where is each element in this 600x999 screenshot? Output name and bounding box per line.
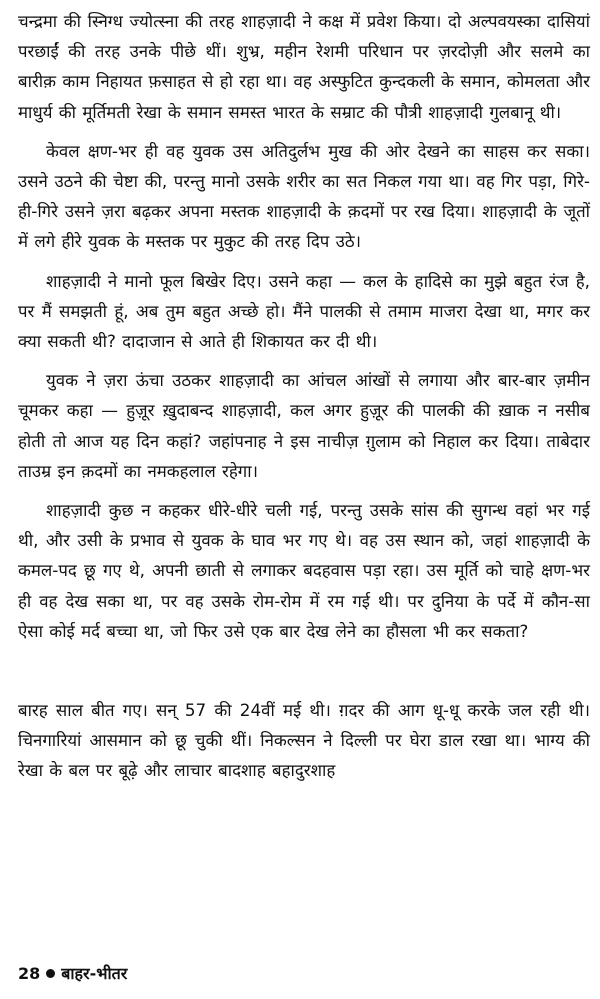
bullet-icon [46,969,55,978]
book-title: बाहर-भीतर [61,964,128,983]
paragraph-4: युवक ने ज़रा ऊंचा उठकर शाहज़ादी का आंचल आंखों से लगाया और बार-बार ज़मीन चूमकर कहा — हुज़ूर ख़ुदाबन्द शाहज़ादी, कल अगर हुज़ूर की पालकी की ख़ाक न नसीब होती तो आज यह दिन कहां? जहांपनाह ने इस नाचीज़ ग़ुलाम को निहाल कर दिया। ताबेदार ताउम्र इन क़दमों का नमकहलाल रहेगा। [18,370,590,481]
page-footer [18,962,127,984]
paragraph-6: बारह साल बीत गए। सन् 57 की 24वीं मई थी। ग़दर की आग धू-धू करके जल रही थी। चिनगारियां आसमान को छू चुकी थीं। निकल्सन ने दिल्ली पर घेरा डाल रखा था। भाग्य की रेखा के बल पर बूढ़े और लाचार बादशाह बहादुरशाह [18,700,590,781]
section-break [18,655,590,695]
page-body [18,6,590,795]
page-number: 28 [18,963,41,983]
paragraph-2: केवल क्षण-भर ही वह युवक उस अतिदुर्लभ मुख की ओर देखने का साहस कर सका। उसने उठने की चेष्टा की, परन्तु मानो उसके शरीर का सत निकल गया था। वह गिर पड़ा, गिरे-ही-गिरे उसने ज़रा बढ़कर अपना मस्तक शाहज़ादी के क़दमों पर रख दिया। शाहज़ादी के जूतों में लगे हीरे युवक के मस्तक पर मुकुट की तरह दिप उठे। [18,140,590,252]
paragraph-1: चन्द्रमा की स्निग्ध ज्योत्स्ना की तरह शाहज़ादी ने कक्ष में प्रवेश किया। दो अल्पवयस्का दासियां परछाईं की तरह उनके पीछे थीं। शुभ्र, महीन रेशमी परिधान पर ज़रदोज़ी और सलमे का बारीक़ काम निहायत फ़साहत से हो रहा था। वह अस्फुटित कुन्दकली के समान, कोमलता और माधुर्य की मूर्तिमती रेखा के समान समस्त भारत के सम्राट की पौत्री शाहज़ादी गुलबानू थी। [18,11,590,122]
paragraph-3: शाहज़ादी ने मानो फूल बिखेर दिए। उसने कहा — कल के हादिसे का मुझे बहुत रंज है, पर मैं समझती हूं, अब तुम बहुत अच्छे हो। मैंने पालकी से तमाम माजरा देखा था, मगर कर क्या सकती थी? दादाजान से आते ही शिकायत कर दी थी। [18,270,590,352]
paragraph-5: शाहज़ादी कुछ न कहकर धीरे-धीरे चली गई, परन्तु उसके सांस की सुगन्ध वहां भर गई थी, और उसी के प्रभाव से युवक के घाव भर गए थे। वह उस स्थान को, जहां शाहज़ादी के कमल-पद छू गए थे, अपनी छाती से लगाकर बदहवास पड़ा रहा। उस मूर्ति को चाहे क्षण-भर ही वह देख सका था, पर वह उसके रोम-रोम में रम गई थी। पर दुनिया के पर्दे में कौन-सा ऐसा कोई मर्द बच्चा था, जो फिर उसे एक बार देख लेने का हौसला भी कर सकता? [18,500,590,641]
